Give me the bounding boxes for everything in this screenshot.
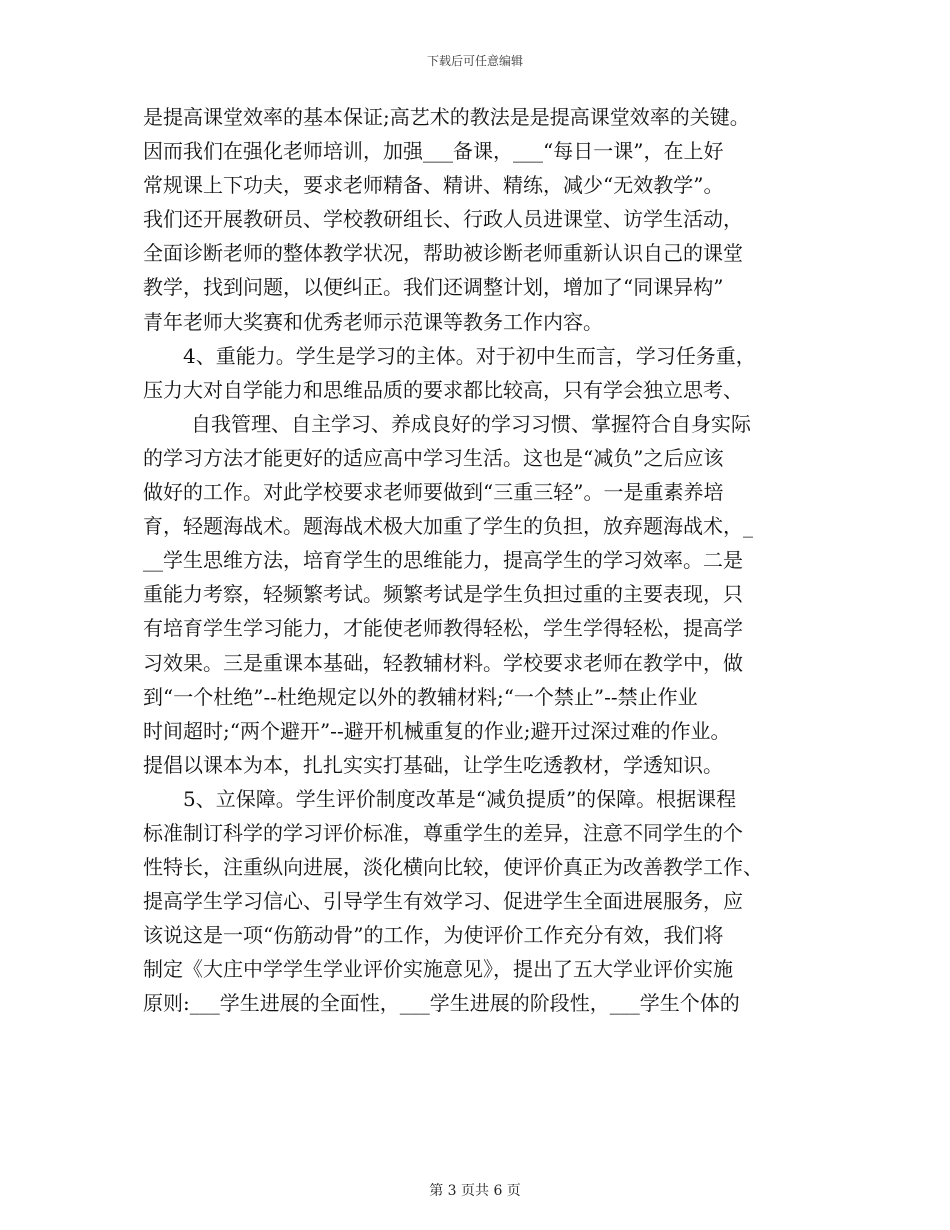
text-line: 的学习方法才能更好的适应高中学习生活。这也是“减负”之后应该	[143, 445, 724, 470]
text-line: 标准制订科学的学习评价标准，尊重学生的差异，注意不同学生的个	[143, 820, 743, 845]
text-line: 有培育学生学习能力，才能使老师教得轻松，学生学得轻松，提高学	[143, 616, 743, 641]
text-line: 教学，找到问题，以便纠正。我们还调整计划，增加了“同课异构”	[143, 275, 724, 300]
text-line: 我们还开展教研员、学校教研组长、行政人员进课堂、访学生活动，	[143, 207, 743, 232]
text-line: 育，轻题海战术。题海战术极大加重了学生的负担，放弃题海战术，_	[143, 514, 753, 539]
text-line: 压力大对自学能力和思维品质的要求都比较高，只有学会独立思考、	[143, 377, 743, 402]
text-line: 时间超时;“两个避开”--避开机械重复的作业;避开过深过难的作业。	[143, 718, 731, 743]
text-line: 原则:___学生进展的全面性，___学生进展的阶段性，___学生个体的	[143, 991, 740, 1016]
text-line: 该说这是一项“伤筋动骨”的工作，为使评价工作充分有效，我们将	[143, 923, 724, 948]
text-line: 做好的工作。对此学校要求老师要做到“三重三轻”。一是重素养培	[143, 480, 724, 505]
text-line: 因而我们在强化老师培训，加强___备课，___“每日一课”，在上好	[143, 139, 724, 164]
text-line: 4、重能力。学生是学习的主体。对于初中生而言，学习任务重，	[183, 343, 756, 368]
text-line: 性特长，注重纵向进展，淡化横向比较，使评价真正为改善教学工作、	[143, 855, 763, 880]
text-line: 全面诊断老师的整体教学状况，帮助被诊断老师重新认识自己的课堂	[143, 241, 743, 266]
text-line: 提倡以课本为本，扎扎实实打基础，让学生吃透教材，学透知识。	[143, 752, 723, 777]
text-line: 重能力考察，轻频繁考试。频繁考试是学生负担过重的主要表现，只	[143, 582, 743, 607]
text-line: 是提高课堂效率的基本保证;高艺术的教法是是提高课堂效率的关键。	[143, 105, 750, 129]
text-line: 习效果。三是重课本基础，轻教辅材料。学校要求老师在教学中，做	[143, 650, 743, 675]
text-line: __学生思维方法，培育学生的思维能力，提高学生的学习效率。二是	[143, 548, 743, 573]
page-footer: 第 3 页共 6 页	[429, 1183, 521, 1199]
text-line: 青年老师大奖赛和优秀老师示范课等教务工作内容。	[143, 309, 603, 334]
text-line: 制定《大庄中学学生学业评价实施意见》，提出了五大学业评价实施	[143, 957, 733, 982]
text-line: 提高学生学习信心、引导学生有效学习、促进学生全面进展服务，应	[143, 889, 743, 914]
text-line: 常规课上下功夫，要求老师精备、精讲、精练，减少“无效教学”。	[143, 173, 724, 198]
page-header: 下载后可任意编辑	[426, 54, 523, 68]
text-line: 自我管理、自主学习、养成良好的学习习惯、掌握符合自身实际	[191, 411, 751, 436]
document-body	[143, 100, 811, 1021]
text-line: 5、立保障。学生评价制度改革是“减负提质”的保障。根据课程	[183, 786, 737, 811]
text-line: 到“一个杜绝”--杜绝规定以外的教辅材料;“一个禁止”--禁止作业	[143, 684, 698, 709]
